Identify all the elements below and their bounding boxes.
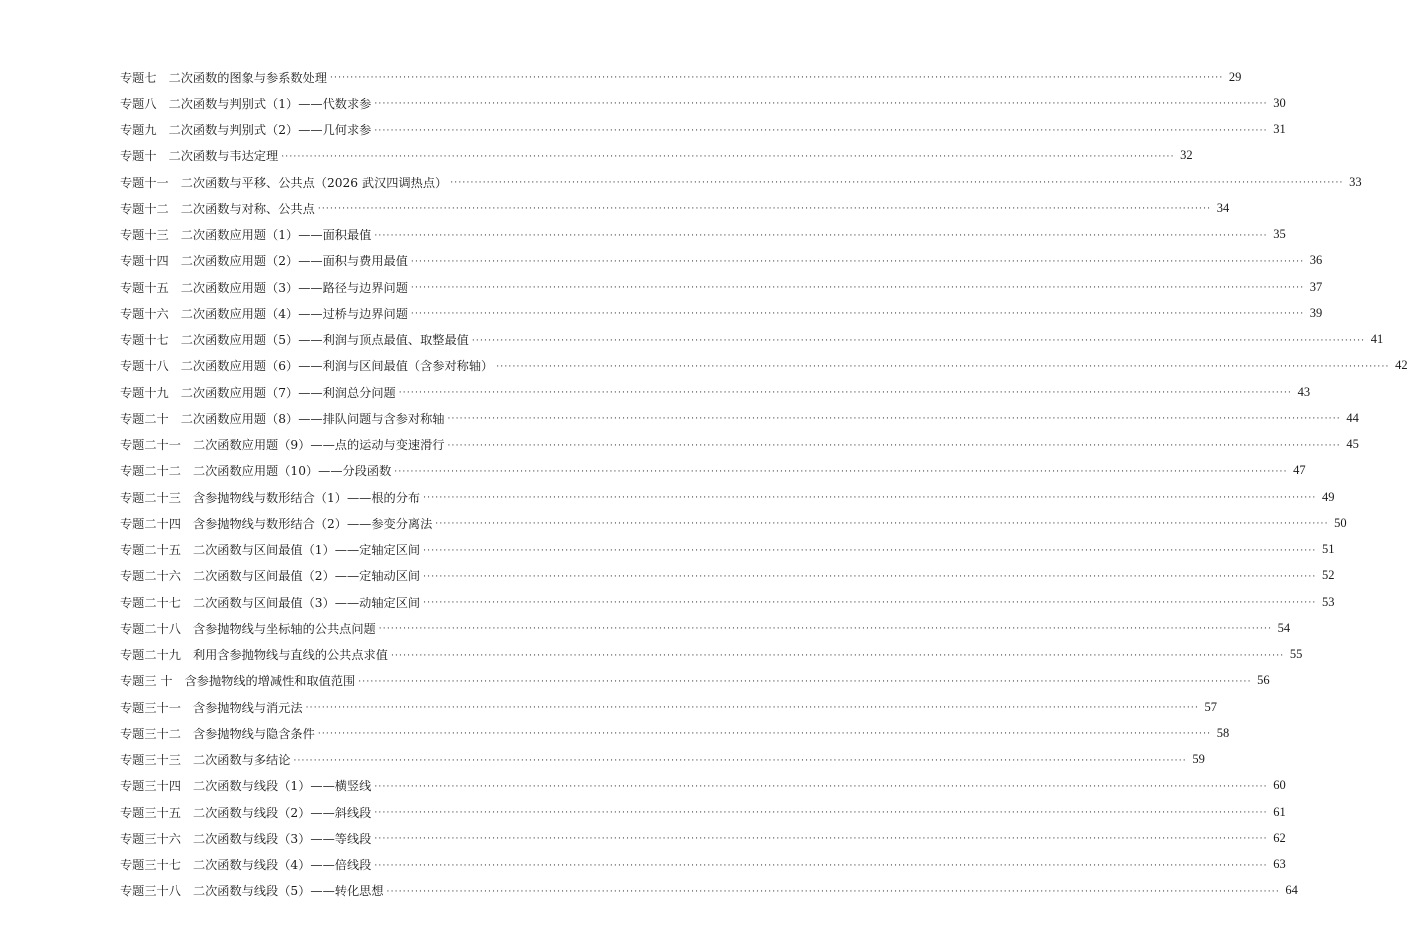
toc-entry-number: 专题九 <box>120 123 157 138</box>
toc-entry-number: 专题二十一 <box>120 438 181 453</box>
toc-entry-title: 二次函数应用题（4）——过桥与边界问题 <box>180 306 408 321</box>
toc-entry[interactable] <box>120 248 1323 274</box>
toc-entry-number: 专题二十 <box>120 411 169 426</box>
toc-entry[interactable] <box>120 379 1311 405</box>
toc-entry[interactable] <box>120 852 1286 878</box>
toc-entry-number: 专题二十二 <box>120 464 181 479</box>
toc-entry-title: 二次函数应用题（5）——利润与顶点最值、取整最值 <box>180 333 469 348</box>
toc-entry[interactable] <box>120 90 1286 116</box>
toc-entry[interactable] <box>120 825 1286 851</box>
toc-entry-title: 二次函数应用题（6）——利润与区间最值（含参对称轴） <box>180 359 494 374</box>
toc-dot-leader: ···························································································································································································································· <box>423 571 1317 582</box>
toc-entry-page-number: 36 <box>1309 253 1323 268</box>
toc-entry[interactable] <box>120 117 1286 143</box>
toc-entry-number: 专题二十八 <box>120 621 181 636</box>
toc-entry[interactable] <box>120 615 1291 641</box>
toc-entry-page-number: 62 <box>1273 830 1286 845</box>
toc-entry-number: 专题十 <box>120 149 157 164</box>
toc-entry-page-number: 61 <box>1273 804 1286 819</box>
toc-entry-title: 二次函数与判别式（1）——代数求参 <box>168 96 372 111</box>
toc-dot-leader: ···························································································································································································································· <box>374 808 1268 819</box>
toc-entry[interactable] <box>120 537 1335 563</box>
toc-entry-title: 二次函数与区间最值（2）——定轴动区间 <box>192 569 421 584</box>
toc-entry[interactable] <box>120 274 1323 300</box>
toc-dot-leader: ···························································································································································································································· <box>293 755 1187 766</box>
table-of-contents <box>120 64 1408 904</box>
toc-entry-page-number: 57 <box>1204 699 1218 714</box>
toc-dot-leader: ···························································································································································································································· <box>390 650 1285 661</box>
toc-entry-title: 二次函数与对称、公共点 <box>180 201 315 216</box>
toc-entry-number: 专题三十三 <box>120 753 181 768</box>
toc-dot-leader: ···························································································································································································································· <box>447 414 1341 425</box>
toc-dot-leader: ···························································································································································································································· <box>423 598 1317 609</box>
toc-dot-leader: ···························································································································································································································· <box>378 624 1273 635</box>
toc-entry-title: 二次函数应用题（7）——利润总分问题 <box>180 385 396 400</box>
toc-dot-leader: ···························································································································································································································· <box>435 519 1329 530</box>
toc-dot-leader: ···························································································································································································································· <box>317 204 1212 215</box>
toc-entry-number: 专题十八 <box>120 359 169 374</box>
toc-entry[interactable] <box>120 563 1335 589</box>
toc-entry[interactable] <box>120 799 1286 825</box>
toc-entry-title: 二次函数应用题（8）——排队问题与含参对称轴 <box>180 411 445 426</box>
toc-dot-leader: ···························································································································································································································· <box>374 860 1268 871</box>
toc-entry-number: 专题七 <box>120 70 157 85</box>
toc-dot-leader: ···························································································································································································································· <box>496 361 1390 372</box>
toc-entry-title: 二次函数与多结论 <box>192 753 291 768</box>
toc-dot-leader: ···························································································································································································································· <box>410 283 1305 294</box>
toc-dot-leader: ···························································································································································································································· <box>450 178 1344 189</box>
toc-entry[interactable] <box>120 589 1335 615</box>
toc-entry-page-number: 45 <box>1346 437 1359 452</box>
toc-entry[interactable] <box>120 222 1286 248</box>
toc-entry-number: 专题二十七 <box>120 595 181 610</box>
toc-entry[interactable] <box>120 169 1362 195</box>
toc-entry-title: 二次函数与平移、公共点（2026 武汉四调热点） <box>180 175 448 190</box>
toc-dot-leader: ···························································································································································································································· <box>374 125 1268 136</box>
toc-dot-leader: ···························································································································································································································· <box>410 309 1305 320</box>
toc-dot-leader: ···························································································································································································································· <box>410 256 1305 267</box>
toc-entry[interactable] <box>120 747 1205 773</box>
toc-entry-page-number: 29 <box>1228 69 1242 84</box>
toc-entry-title: 二次函数与线段（2）——斜线段 <box>192 805 372 820</box>
toc-entry-page-number: 32 <box>1180 148 1193 163</box>
toc-entry-page-number: 49 <box>1321 489 1335 504</box>
toc-entry-number: 专题三十一 <box>120 700 181 715</box>
toc-entry-title: 二次函数应用题（2）——面积与费用最值 <box>180 254 408 269</box>
toc-entry-page-number: 31 <box>1273 122 1286 137</box>
toc-entry-page-number: 39 <box>1309 305 1323 320</box>
toc-entry-number: 专题三十二 <box>120 726 181 741</box>
toc-entry-page-number: 55 <box>1289 647 1303 662</box>
toc-entry[interactable] <box>120 143 1193 169</box>
toc-entry[interactable] <box>120 694 1218 720</box>
toc-entry-title: 二次函数与区间最值（1）——定轴定区间 <box>192 543 421 558</box>
toc-entry-number: 专题三十七 <box>120 858 181 873</box>
toc-entry[interactable] <box>120 878 1298 904</box>
toc-entry-page-number: 54 <box>1277 620 1291 635</box>
toc-entry-title: 二次函数与线段（1）——横竖线 <box>192 779 372 794</box>
toc-entry-title: 二次函数应用题（3）——路径与边界问题 <box>180 280 408 295</box>
toc-entry-title: 含参抛物线与数形结合（2）——参变分离法 <box>192 516 433 531</box>
toc-entry-number: 专题十四 <box>120 254 169 269</box>
toc-dot-leader: ···························································································································································································································· <box>330 73 1224 84</box>
toc-entry[interactable] <box>120 720 1230 746</box>
toc-entry-number: 专题十七 <box>120 333 169 348</box>
toc-dot-leader: ···························································································································································································································· <box>358 676 1252 687</box>
toc-entry-page-number: 37 <box>1309 279 1323 294</box>
toc-entry-number: 专题十一 <box>120 175 169 190</box>
toc-entry-title: 含参抛物线与消元法 <box>192 700 303 715</box>
toc-entry-page-number: 56 <box>1257 673 1270 688</box>
toc-entry-page-number: 50 <box>1334 515 1347 530</box>
toc-entry-page-number: 44 <box>1346 410 1359 425</box>
toc-entry-number: 专题三十六 <box>120 831 181 846</box>
toc-dot-leader: ···························································································································································································································· <box>423 545 1317 556</box>
toc-entry-page-number: 58 <box>1216 725 1230 740</box>
toc-entry[interactable] <box>120 773 1286 799</box>
toc-entry[interactable] <box>120 510 1347 536</box>
toc-entry-number: 专题三十四 <box>120 779 181 794</box>
toc-entry-number: 专题二十四 <box>120 516 181 531</box>
toc-entry-number: 专题二十三 <box>120 490 181 505</box>
toc-entry[interactable] <box>120 327 1384 353</box>
toc-entry-number: 专题三十五 <box>120 805 181 820</box>
toc-entry-title: 含参抛物线与数形结合（1）——根的分布 <box>192 490 421 505</box>
toc-entry-title: 含参抛物线与隐含条件 <box>192 726 315 741</box>
toc-dot-leader: ···························································································································································································································· <box>374 99 1268 110</box>
toc-dot-leader: ···························································································································································································································· <box>317 729 1212 740</box>
toc-entry-number: 专题十六 <box>120 306 169 321</box>
toc-entry-number: 专题二十五 <box>120 543 181 558</box>
toc-entry-title: 二次函数应用题（9）——点的运动与变速滑行 <box>192 438 445 453</box>
toc-entry-number: 专题十二 <box>120 201 169 216</box>
toc-entry[interactable] <box>120 458 1306 484</box>
toc-entry-number: 专题十三 <box>120 228 169 243</box>
toc-dot-leader: ···························································································································································································································· <box>394 466 1288 477</box>
toc-dot-leader: ···························································································································································································································· <box>374 781 1268 792</box>
toc-entry[interactable] <box>120 484 1335 510</box>
toc-entry-number: 专题二十九 <box>120 648 181 663</box>
toc-entry[interactable] <box>120 64 1242 90</box>
toc-entry-page-number: 35 <box>1273 227 1286 242</box>
toc-entry[interactable] <box>120 195 1230 221</box>
toc-entry-title: 二次函数与线段（3）——等线段 <box>192 831 372 846</box>
toc-entry-number: 专题十九 <box>120 385 169 400</box>
toc-entry-page-number: 60 <box>1273 778 1286 793</box>
toc-entry-number: 专题三 十 <box>120 674 173 689</box>
toc-entry-title: 含参抛物线的增减性和取值范围 <box>184 674 356 689</box>
toc-entry-page-number: 63 <box>1273 857 1286 872</box>
toc-dot-leader: ···························································································································································································································· <box>398 388 1293 399</box>
toc-entry-title: 二次函数与韦达定理 <box>168 149 279 164</box>
toc-entry-number: 专题三十八 <box>120 884 181 899</box>
toc-entry[interactable] <box>120 405 1359 431</box>
toc-entry-title: 利用含参抛物线与直线的公共点求值 <box>192 648 388 663</box>
toc-entry-number: 专题十五 <box>120 280 169 295</box>
toc-dot-leader: ···························································································································································································································· <box>305 703 1200 714</box>
toc-dot-leader: ···························································································································································································································· <box>423 493 1317 504</box>
toc-entry-number: 专题八 <box>120 96 157 111</box>
toc-entry[interactable] <box>120 300 1323 326</box>
toc-entry-title: 二次函数与线段（5）——转化思想 <box>192 884 384 899</box>
toc-entry-number: 专题二十六 <box>120 569 181 584</box>
toc-entry-title: 含参抛物线与坐标轴的公共点问题 <box>192 621 376 636</box>
toc-entry[interactable] <box>120 432 1359 458</box>
toc-entry-page-number: 43 <box>1297 384 1311 399</box>
toc-entry-page-number: 51 <box>1321 542 1335 557</box>
toc-entry-page-number: 30 <box>1273 95 1286 110</box>
toc-entry-title: 二次函数与判别式（2）——几何求参 <box>168 123 372 138</box>
toc-entry[interactable] <box>120 642 1303 668</box>
toc-dot-leader: ···························································································································································································································· <box>471 335 1366 346</box>
toc-entry-page-number: 47 <box>1293 463 1306 478</box>
toc-entry-page-number: 41 <box>1370 332 1384 347</box>
toc-entry-title: 二次函数应用题（1）——面积最值 <box>180 228 372 243</box>
toc-dot-leader: ···························································································································································································································· <box>374 834 1268 845</box>
toc-entry-page-number: 42 <box>1395 358 1408 373</box>
toc-entry-page-number: 34 <box>1216 200 1230 215</box>
toc-dot-leader: ···························································································································································································································· <box>281 151 1175 162</box>
toc-dot-leader: ···························································································································································································································· <box>374 230 1268 241</box>
toc-entry-page-number: 52 <box>1321 568 1335 583</box>
toc-entry-page-number: 64 <box>1285 883 1298 898</box>
toc-entry-page-number: 53 <box>1321 594 1335 609</box>
toc-entry[interactable] <box>120 353 1408 379</box>
toc-entry-page-number: 33 <box>1349 174 1362 189</box>
toc-entry-page-number: 59 <box>1192 752 1205 767</box>
toc-dot-leader: ···························································································································································································································· <box>447 440 1341 451</box>
toc-dot-leader: ···························································································································································································································· <box>386 886 1280 897</box>
toc-entry-title: 二次函数与区间最值（3）——动轴定区间 <box>192 595 421 610</box>
toc-entry-title: 二次函数与线段（4）——倍线段 <box>192 858 372 873</box>
toc-entry[interactable] <box>120 668 1270 694</box>
toc-entry-title: 二次函数的图象与参系数处理 <box>168 70 327 85</box>
toc-entry-title: 二次函数应用题（10）——分段函数 <box>192 464 392 479</box>
